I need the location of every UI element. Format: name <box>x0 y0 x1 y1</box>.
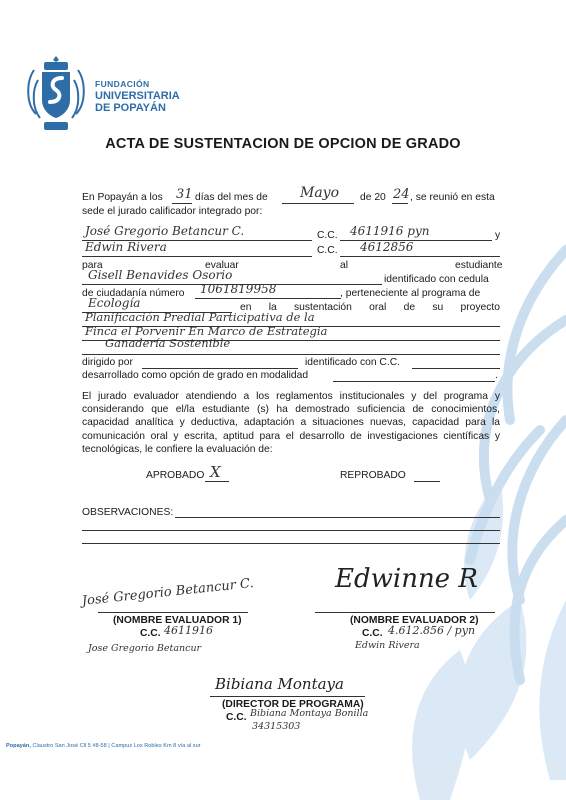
approved-label: APROBADO <box>146 470 205 481</box>
project-handwritten-2: Finca el Porvenir En Marco de Estrategia <box>85 324 328 338</box>
evaluar-word: evaluar <box>205 260 239 271</box>
jury-cc-2-handwritten: 4612856 <box>360 240 414 254</box>
director-cc-label: C.C. <box>226 712 247 723</box>
evaluator-2-title: (NOMBRE EVALUADOR 2) <box>350 615 479 626</box>
student-cc-handwritten: 1061819958 <box>200 282 277 296</box>
director-signature-line <box>210 696 365 697</box>
organization-name <box>95 78 180 114</box>
director-title: (DIRECTOR DE PROGRAMA) <box>222 699 364 710</box>
rejected-label: REPROBADO <box>340 470 406 481</box>
evaluator-1-title: (NOMBRE EVALUADOR 1) <box>113 615 242 626</box>
day-handwritten: 31 <box>176 187 193 202</box>
student-name-handwritten: Gisell Benavides Osorio <box>88 268 233 282</box>
footer-city: Popayán, <box>6 743 31 749</box>
jury-name-2-line <box>82 256 312 257</box>
evaluator-2-cc-handwritten: 4.612.856 / pyn <box>388 624 476 637</box>
cc-label-2: C.C. <box>317 245 338 256</box>
intro-text-4: , se reunió en esta <box>410 192 495 203</box>
director-label: dirigido por <box>82 357 133 368</box>
evaluator-2-signature: Edwinne R <box>335 564 478 594</box>
program-label: , perteneciente al programa de <box>340 288 481 299</box>
observations-line-1 <box>175 517 500 518</box>
month-line <box>282 203 354 204</box>
jury-name-2-handwritten: Edwin Rivera <box>85 240 167 254</box>
evaluator-2-name-handwritten: Edwin Rivera <box>355 640 420 651</box>
month-handwritten: Mayo <box>300 185 340 201</box>
university-logo-icon <box>22 56 90 134</box>
director-name-handwritten: Bibiana Montaya Bonilla <box>250 708 369 719</box>
project-label: en la sustentación oral de su proyecto <box>240 302 500 313</box>
org-line-2: UNIVERSITARIA <box>95 90 180 102</box>
jury-cc-2-line <box>340 256 500 257</box>
project-line-3 <box>82 354 500 355</box>
cc-prefix: de ciudadanía número <box>82 288 185 299</box>
modality-label: desarrollado como opción de grado en modalidad <box>82 370 309 381</box>
evaluator-1-cc-handwritten: 4611916 <box>164 624 213 637</box>
evaluator-2-line <box>315 612 495 613</box>
director-cc-line <box>412 368 500 369</box>
evaluator-1-signature: José Gregorio Betancur C. <box>81 576 255 609</box>
program-handwritten: Ecología <box>88 296 141 310</box>
evaluator-1-name-handwritten: Jose Gregorio Betancur <box>88 643 202 654</box>
director-cc-handwritten: 34315303 <box>252 721 301 732</box>
jury-name-1-handwritten: José Gregorio Betancur C. <box>85 224 245 238</box>
estudiante-word: estudiante <box>455 260 503 271</box>
evaluator-1-cc-label: C.C. <box>140 628 161 639</box>
cc-label-1: C.C. <box>317 230 338 241</box>
intro-text-5: sede el jurado calificador integrado por: <box>82 206 263 217</box>
evaluator-2-cc-label: C.C. <box>362 628 383 639</box>
student-cc-line <box>195 298 341 299</box>
observations-label: OBSERVACIONES: <box>82 507 174 518</box>
org-line-1: FUNDACIÓN <box>95 79 150 89</box>
document-title: ACTA DE SUSTENTACION DE OPCION DE GRADO <box>105 136 461 152</box>
year-line <box>392 203 408 204</box>
director-signature: Bibiana Montaya <box>215 675 344 693</box>
jury-cc-1-handwritten: 4611916 pyn <box>350 224 430 238</box>
intro-text-1: En Popayán a los <box>82 192 163 203</box>
observations-line-2 <box>82 530 500 531</box>
modality-line <box>333 381 495 382</box>
evaluation-paragraph: El jurado evaluador atendiendo a los reglamentos institucionales y del programa y considerando que el/la estudiante (s) ha demostrado suficiencia de conocimientos, capacidad analítica y deductiva, adaptación a situaciones nuevas, capacidad para la comunicación oral y escrita, aptitud para el desarrollo de investigaciones científicas y tecnológicas, le confiere la evaluación de: <box>82 391 500 455</box>
intro-text-3: de 20 <box>360 192 386 203</box>
project-handwritten-3: Ganadería Sostenible <box>105 336 231 350</box>
modality-period: . <box>495 370 498 381</box>
al-word: al <box>340 260 349 271</box>
footer-address-text: Claustro San José Cll 5 #8-58 | Campus Los Robles Km 8 vía al sur <box>32 743 201 749</box>
approved-mark: X <box>210 463 221 481</box>
rejected-line <box>414 481 440 482</box>
para-word: para <box>82 260 103 271</box>
evaluator-1-line <box>98 612 248 613</box>
org-line-3: DE POPAYÁN <box>95 102 166 114</box>
approved-line <box>205 481 229 482</box>
footer-address <box>6 743 201 749</box>
id-label: identificado con cedula <box>384 274 489 285</box>
day-line <box>172 203 192 204</box>
project-handwritten-1: Planificación Predial Participativa de la <box>85 310 315 324</box>
director-id-label: identificado con C.C. <box>305 357 401 368</box>
y-word: y <box>495 230 501 241</box>
year-handwritten: 24 <box>393 187 410 202</box>
intro-text-2: días del mes de <box>195 192 268 203</box>
observations-line-3 <box>82 543 500 544</box>
